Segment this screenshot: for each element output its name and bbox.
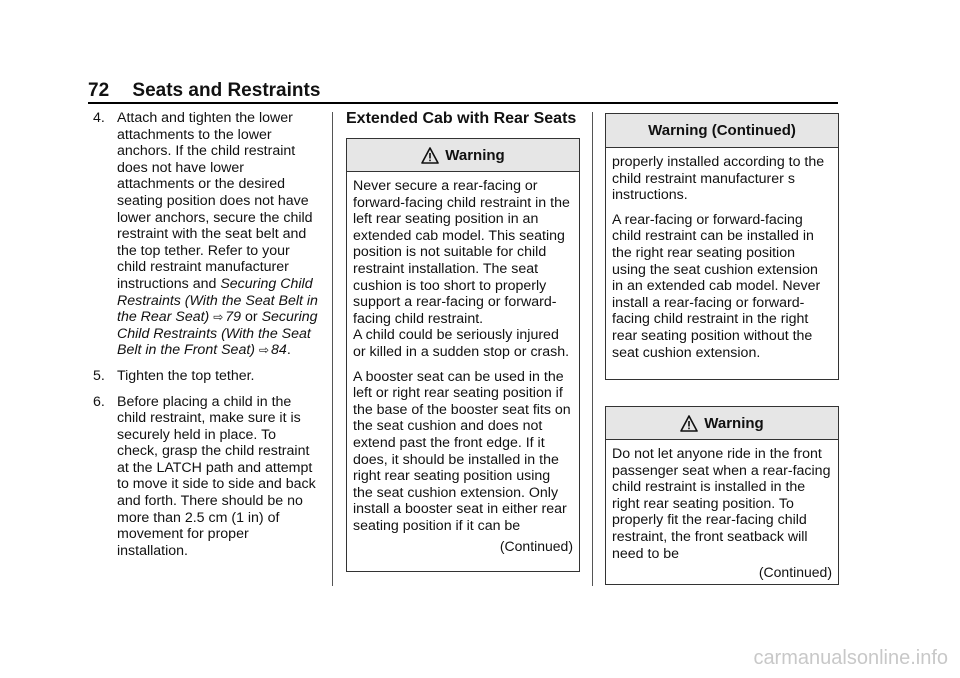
section-heading: Extended Cab with Rear Seats: [346, 110, 577, 127]
cross-reference-link[interactable]: Securing Child Restraints (With the Seat Belt in the Front Seat): [117, 309, 318, 359]
warning-paragraph: Never secure a rear-facing or forward-facing child restraint in the left rear seating position in an extended cab model. This seating position is not suitable for child restraint installation. The seat cushion is too short to properly support a rear-facing or forward-facing child restraint.: [353, 178, 570, 327]
step-number: 4.: [93, 110, 105, 126]
cross-reference-link[interactable]: Securing Child Restraints (With the Seat Belt in the Rear Seat): [117, 275, 318, 326]
warning-header: [606, 407, 838, 440]
warning-body: [606, 148, 838, 375]
warning-box-1: [346, 138, 580, 572]
section-title: Seats and Restraints: [132, 80, 321, 101]
warning-triangle-icon: [421, 147, 439, 164]
warning-box-1-continued: [605, 113, 839, 380]
continued-label: (Continued): [499, 538, 573, 555]
step-text: Before placing a child in the child restraint, make sure it is securely held in place. To check, grasp the child restraint at the LATCH path and attempt to move it side to side and back and forth. There should be no more than 2.5 cm (1 in) of movement for proper installation.: [117, 393, 316, 559]
warning-body: [347, 172, 579, 561]
continued-label: (Continued): [758, 564, 832, 581]
page-header: [88, 80, 320, 102]
header-rule: [88, 102, 838, 104]
page-reference[interactable]: 84: [271, 342, 287, 359]
page-reference[interactable]: 79: [225, 309, 242, 326]
page-reference-arrow-icon: ⇨: [213, 310, 224, 325]
step-4: [88, 110, 320, 359]
conjunction-text: or: [241, 309, 262, 326]
warning-title: Warning: [704, 414, 764, 432]
step-text: Tighten the top tether.: [117, 367, 255, 384]
warning-paragraph: A rear-facing or forward-facing child restraint can be installed in the right rear seating position using the seat cushion extension in an extended cab model. Never install a rear-facing or forward-facing child restraint in the right rear seating position without the seat cushion extension.: [612, 211, 821, 361]
warning-paragraph: A booster seat can be used in the left or right rear seating position if the base of the booster seat fits on the seat cushion and does not extend past the front edge. If it does, it should be installed in the right rear seating position using the seat cushion extension. Only install a booster seat in either rear seating position if it can be: [353, 368, 571, 534]
column-divider-2: [592, 112, 593, 586]
page-reference-arrow-icon: ⇨: [258, 343, 270, 358]
warning-header: [347, 139, 579, 172]
watermark: carmanualsonline.info: [753, 647, 948, 669]
step-6: [88, 394, 320, 560]
column-divider-1: [332, 112, 333, 586]
warning-box-2: [605, 406, 839, 585]
step-5: [88, 368, 320, 385]
step-text: Attach and tighten the lower attachments to the lower anchors. If the child restraint does not have lower attachments or the desired seating position does not have lower anchors, secure the child restraint with the seat belt and the top tether. Refer to your child restraint manufacturer instructions and: [117, 110, 313, 292]
warning-paragraph: Do not let anyone ride in the front passenger seat when a rear-facing child restraint is installed in the right rear seating position. To properly fit the rear-facing child restraint, the front seatback will need to be: [612, 446, 831, 562]
warning-triangle-icon: [680, 415, 698, 432]
warning-title: Warning: [445, 146, 505, 164]
warning-body: [606, 440, 838, 587]
page-number: 72: [88, 80, 110, 101]
warning-paragraph: properly installed according to the child restraint manufacturer s instructions.: [612, 154, 825, 204]
step-number: 6.: [93, 393, 105, 410]
instruction-column: [88, 110, 320, 568]
warning-header: [606, 114, 838, 148]
warning-paragraph: A child could be seriously injured or killed in a sudden stop or crash.: [353, 327, 570, 360]
step-number: 5.: [93, 367, 105, 384]
warning-title: Warning (Continued): [648, 122, 796, 139]
sentence-end: .: [286, 342, 291, 359]
